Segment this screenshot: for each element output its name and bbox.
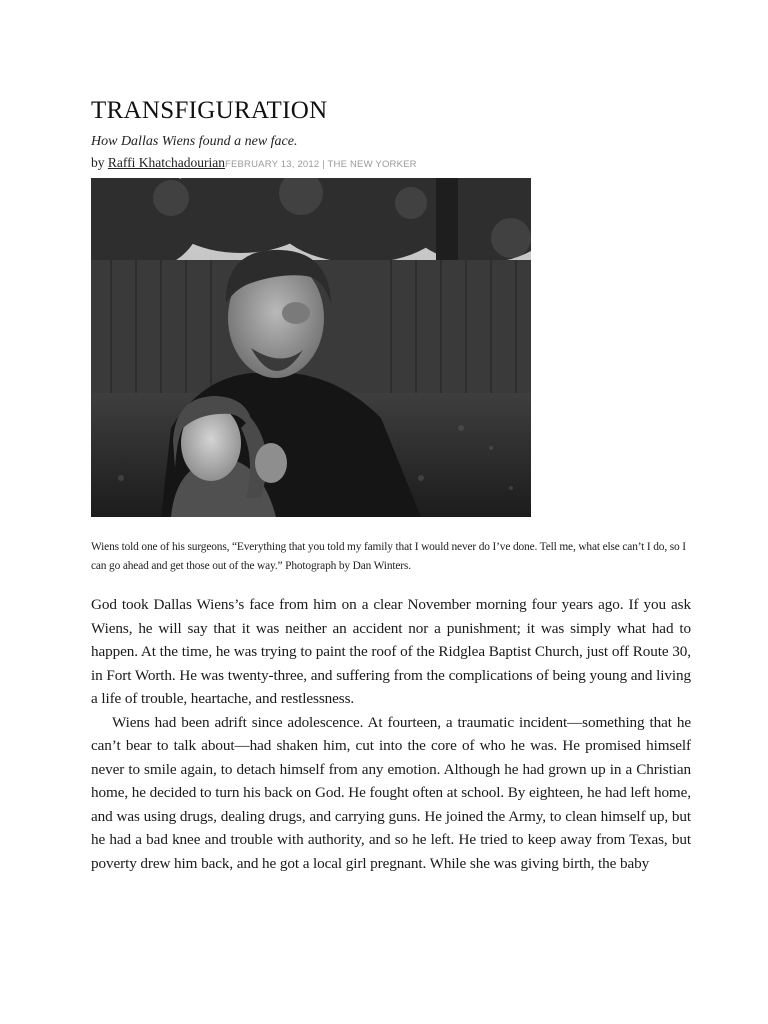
byline-prefix: by — [91, 155, 108, 170]
article-body — [91, 593, 691, 875]
article-photo — [91, 178, 531, 517]
byline — [91, 155, 417, 171]
article-subtitle: How Dallas Wiens found a new face. — [91, 134, 298, 149]
photo-caption: Wiens told one of his surgeons, “Everything that you told my family that I would never do I’ve done. Tell me, what else can’t I do, so I can go ahead and get those out of the way.” Photograph by Dan Winters. — [91, 541, 686, 572]
photo-image — [91, 178, 531, 517]
publication-meta: FEBRUARY 13, 2012 | THE NEW YORKER — [224, 159, 417, 170]
author-link[interactable]: Raffi Khatchadourian — [107, 155, 225, 170]
paragraph: Wiens had been adrift since adolescence. At fourteen, a traumatic incident—something that he can’t bear to talk about—had shaken him, cut into the core of who he was. He promised himself never to smile again, to detach himself from any emotion. Although he had grown up in a Christian home, he decided to turn his back on God. He fought often at school. By eighteen, he had left home, and was using drugs, dealing drugs, and carrying guns. He joined the Army, to clean himself up, but he had a bad knee and trouble with authority, and so he left. He tried to keep away from Texas, but poverty drew him back, and he got a local girl pregnant. While she was giving birth, the baby — [91, 713, 691, 872]
paragraph: God took Dallas Wiens’s face from him on a clear November morning four years ago. If you ask Wiens, he will say that it was neither an accident nor a punishment; it was simply what had to happen. At the time, he was trying to paint the roof of the Ridglea Baptist Church, just off Route 30, in Fort Worth. He was twenty-three, and suffering from the complications of being young and living a life of trouble, heartache, and restlessness. — [91, 596, 691, 707]
article-title: TRANSFIGURATION — [91, 97, 328, 124]
